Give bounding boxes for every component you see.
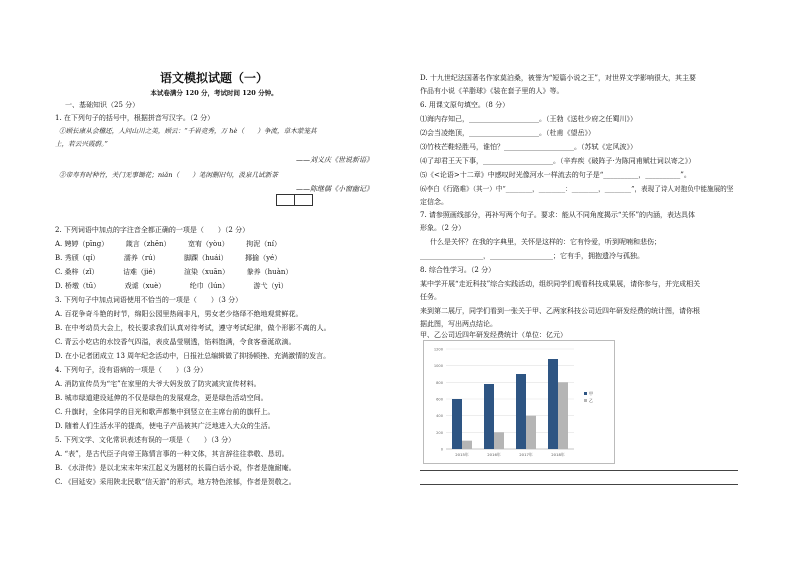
bar-yi xyxy=(558,382,568,449)
q4-option-c: C. 升旗时，全体同学的目光和歌声都集中到竖立在主席台前的旗杆上。 xyxy=(55,408,275,416)
y-tick-label: 600 xyxy=(436,397,443,402)
q6-item-3: ⑶竹枝芒鞋轻胜马，谁怕？____________________。（苏轼《定风波》） xyxy=(420,143,637,151)
q5-option-d: D. 十九世纪法国著名作家莫泊桑，被誉为“短篇小说之王”，对世界文学影响很大，其主要 xyxy=(420,74,696,82)
question-6: 6. 用课文原句填空。（8 分） xyxy=(420,101,510,109)
q8-task-cont: 据此图，写出两点结论。 xyxy=(420,320,497,328)
q1-line-2: 上，若云兴霞蔚。” xyxy=(55,140,108,148)
y-tick-label: 200 xyxy=(436,430,443,435)
question-8: 8. 综合性学习。（2 分） xyxy=(420,266,496,274)
q1-source-1: ——刘义庆《世说新语》 xyxy=(296,156,373,164)
q5-option-c: C. 《回延安》采用陕北民歌“信天游”的形式，地方特色浓郁，作者是贺敬之。 xyxy=(55,478,296,486)
q8-intro-cont: 任务。 xyxy=(420,293,441,301)
q6-item-6-cont: 定信念。 xyxy=(420,198,448,206)
bar-yi xyxy=(494,432,504,449)
y-tick-label: 1200 xyxy=(433,347,443,352)
q3-option-b: B. 在中考动员大会上，校长要求我们认真对待考试，遵守考试纪律，做个形影不离的人。 xyxy=(55,324,331,332)
bar-yi xyxy=(526,416,536,449)
q1-line-3: ②帝寿有时种竹，关门无事锄花；niǎn（ ）笔闲删旧句，汲泉几试新茶 xyxy=(59,171,278,179)
q3-option-d: D. 在小记者团成立 13 周年纪念活动中，日报社总编辑做了抑扬顿挫、充满激情的发言。 xyxy=(55,352,331,360)
answer-box[interactable] xyxy=(276,194,295,206)
q6-item-2: ⑵会当凌绝顶，____________________。（杜甫《望岳》） xyxy=(420,129,595,137)
chart-caption: 甲、乙公司近四年研发经费统计（单位：亿元） xyxy=(420,331,567,339)
q2-option-b: B. 秀颀（qí） 濡养（rú） 脚踝（huái） 揶揄（yé） xyxy=(55,254,282,262)
q6-item-6: ⑹李白《行路难》（其一）中“________，________：________，________”，表现了诗人对抱负中能施展的坚 xyxy=(420,185,734,193)
q8-intro: 某中学开展“走近科技”综合实践活动，组织同学们观看科技成果展，请你参与，并完成相关 xyxy=(420,280,701,288)
legend-swatch xyxy=(584,392,587,395)
q6-item-5: ⑸《<论语>十二章》中感叹时光像河水一样流去的句子是“__________，__________”。 xyxy=(420,171,691,179)
answer-line[interactable] xyxy=(420,470,738,471)
x-tick-label: 2015年 xyxy=(455,452,469,457)
q8-task: 来到第二展厅，同学们看到一张关于甲、乙两家科技公司近四年研发经费的统计图，请你根 xyxy=(420,307,700,315)
q7-prompt: 什么是关怀？在我的字典里，关怀是这样的：它有怜爱，听到呢喃和悲伤； xyxy=(430,238,661,246)
question-2: 2. 下列词语中加点的字注音全都正确的一项是（ ）（2 分） xyxy=(55,226,250,234)
q1-source-2: ——陈继儒《小窗幽记》 xyxy=(296,185,373,193)
bar-jia xyxy=(548,359,558,449)
bar-jia xyxy=(484,384,494,449)
q4-option-d: D. 随着人们生活水平的提高，使电子产品被其广泛地进入大众的生活。 xyxy=(55,422,275,430)
x-tick-label: 2018年 xyxy=(551,452,565,457)
rd-funding-chart xyxy=(423,340,615,464)
bar-chart-svg xyxy=(424,341,614,463)
q5-option-b: B. 《水浒传》是以北宋末年宋江起义为题材的长篇白话小说，作者是施耐庵。 xyxy=(55,464,296,472)
question-1: 1. 在下列句子的括号中，根据拼音写汉字。（2 分） xyxy=(55,114,215,122)
q2-option-c: C. 桑梓（zǐ） 诘难（jié） 渲染（xuān） 豢养（huàn） xyxy=(55,268,293,276)
q3-option-a: A. 百花争奇斗艳的时节，绵阳公园里热闹非凡，男女老少络绎不绝地观赏鲜花。 xyxy=(55,310,303,318)
legend-swatch xyxy=(584,399,587,402)
q2-option-d: D. 桥墩（tū） 戏谑（xuè） 纶巾（lún） 游弋（yì） xyxy=(55,282,288,290)
page-subtitle: 本试卷满分 120 分，考试时间 120 分钟。 xyxy=(150,89,278,97)
question-3: 3. 下列句子中加点词语使用不恰当的一项是（ ）（3 分） xyxy=(55,296,243,304)
q6-item-1: ⑴海内存知己，____________________。（王勃《送杜少府之任蜀川》） xyxy=(420,115,637,123)
q2-option-a: A. 娉婷（pīng） 箴言（zhēn） 宽宥（yòu） 拘泥（ní） xyxy=(55,240,281,248)
x-tick-label: 2017年 xyxy=(519,452,533,457)
page-title: 语文模拟试题（一） xyxy=(159,71,268,85)
q1-line-1: ①顾长康从会稽还，人问山川之美，顾云：“千岩竞秀，万 hè（ ）争流，草木蒙笼其 xyxy=(59,127,317,135)
bar-jia xyxy=(452,399,462,449)
y-tick-label: 800 xyxy=(436,380,443,385)
q4-option-b: B. 城市绿道建设延伸的不仅是绿色的发展观念，更是绿色活动空间。 xyxy=(55,394,268,402)
legend-label: 甲 xyxy=(589,391,593,396)
bar-yi xyxy=(462,441,472,449)
q6-item-4: ⑷了却君王天下事，____________________。（辛弃疾《破阵子·为陈同甫赋壮词以寄之》） xyxy=(420,157,696,165)
answer-line[interactable] xyxy=(420,484,738,485)
q5-option-a: A. “表”，是古代臣子向帝王陈情言事的一种文体，其言辞往往恭敬、恳切。 xyxy=(55,450,289,458)
question-4: 4. 下列句子，没有语病的一项是（ ）（3 分） xyxy=(55,366,208,374)
y-tick-label: 400 xyxy=(436,414,443,419)
legend-label: 乙 xyxy=(589,398,593,403)
y-tick-label: 0 xyxy=(440,447,443,452)
q3-option-c: C. 青云小吃店的水饺香气四溢，表皮晶莹剔透，馅料饱满，令食客垂涎欲滴。 xyxy=(55,338,296,346)
answer-box[interactable] xyxy=(294,194,313,206)
x-tick-label: 2016年 xyxy=(487,452,501,457)
section-heading: 一、基础知识（25 分） xyxy=(65,101,140,109)
bar-jia xyxy=(516,374,526,449)
question-7: 7. 请参照画线部分，再补写两个句子。要求：能从不同角度揭示“关怀”的内涵，表达具体 xyxy=(420,211,696,219)
answer-boxes xyxy=(276,194,312,210)
q5-option-d-cont: 作品有小说《羊脂球》《装在套子里的人》等。 xyxy=(420,87,564,95)
q7-blank-line: __________________，__________________；它有手，拥抱遗冷与孤独。 xyxy=(420,252,644,260)
q4-option-a: A. 消防宣传员为“宅”在家里的大爷大妈发放了防灾减灾宣传材料。 xyxy=(55,380,261,388)
question-7-cont: 形象。（2 分） xyxy=(420,224,466,232)
y-tick-label: 1000 xyxy=(433,364,443,369)
question-5: 5. 下列文学、文化常识表述有误的一项是（ ）（3 分） xyxy=(55,436,236,444)
